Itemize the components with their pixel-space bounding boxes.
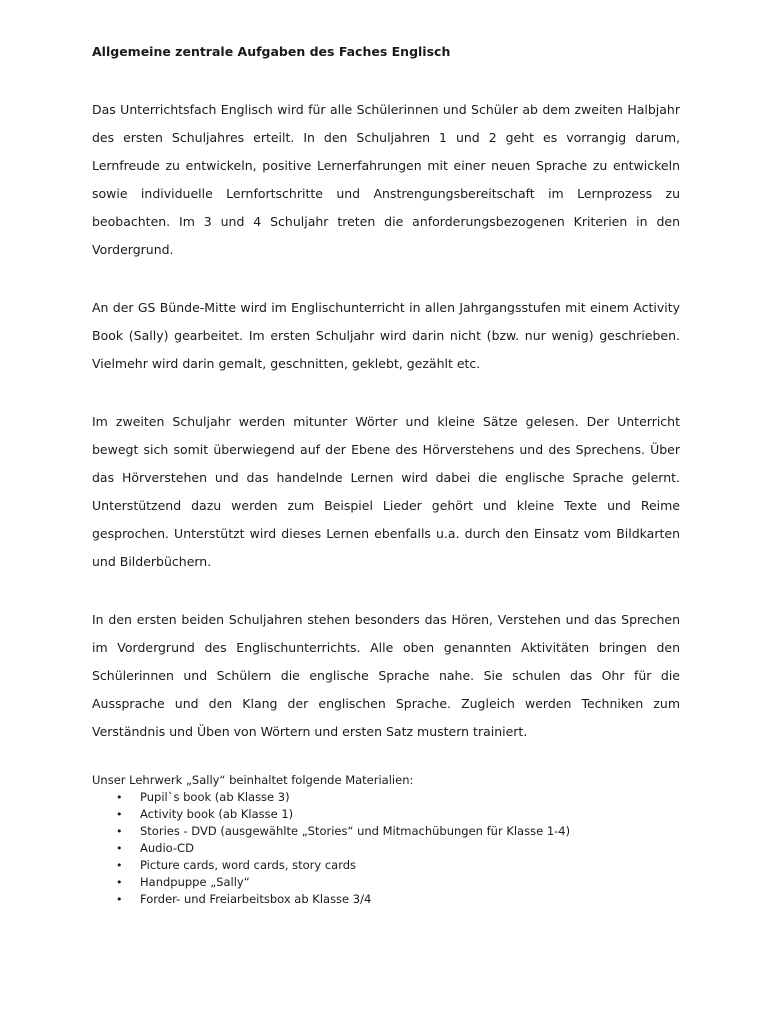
- list-item: [92, 874, 680, 891]
- materials-list: [92, 789, 680, 908]
- bullet-icon: •: [116, 791, 123, 804]
- list-item-text: Audio-CD: [140, 841, 194, 855]
- paragraph-2: An der GS Bünde-Mitte wird im Englischunterricht in allen Jahrgangsstufen mit einem Activity Book (Sally) gearbeitet. Im ersten Schuljahr wird darin nicht (bzw. nur wenig) geschrieben. Vielmehr wird darin gemalt, geschnitten, geklebt, gezählt etc.: [92, 300, 680, 371]
- paragraph-1: Das Unterrichtsfach Englisch wird für alle Schülerinnen und Schüler ab dem zweiten Halbjahr des ersten Schuljahres erteilt. In den Schuljahren 1 und 2 geht es vorrangig darum, Lernfreude zu entwickeln, positive Lernerfahrungen mit einer neuen Sprache zu entwickeln sowie individuelle Lernfortschritte und Anstrengungsbereitschaft im Lernprozess zu beobachten. Im 3 und 4 Schuljahr treten die anforderungsbezogenen Kriterien in den Vordergrund.: [92, 102, 680, 257]
- document-title: Allgemeine zentrale Aufgaben des Faches Englisch: [92, 44, 451, 59]
- paragraph-3: Im zweiten Schuljahr werden mitunter Wörter und kleine Sätze gelesen. Der Unterricht bewegt sich somit überwiegend auf der Ebene des Hörverstehens und des Sprechens. Über das Hörverstehen und das handelnde Lernen wird dabei die englische Sprache gelernt. Unterstützend dazu werden zum Beispiel Lieder gehört und kleine Texte und Reime gesprochen. Unterstützt wird dieses Lernen ebenfalls u.a. durch den Einsatz vom Bildkarten und Bilderbüchern.: [92, 414, 680, 569]
- materials-intro: Unser Lehrwerk „Sally“ beinhaltet folgende Materialien:: [92, 773, 414, 787]
- list-item: [92, 840, 680, 857]
- list-item-text: Forder- und Freiarbeitsbox ab Klasse 3/4: [140, 892, 372, 906]
- bullet-icon: •: [116, 808, 123, 821]
- list-item-text: Stories - DVD (ausgewählte „Stories“ und Mitmachübungen für Klasse 1-4): [140, 824, 571, 838]
- bullet-icon: •: [116, 876, 123, 889]
- paragraph-4: In den ersten beiden Schuljahren stehen besonders das Hören, Verstehen und das Sprechen im Vordergrund des Englischunterrichts. Alle oben genannten Aktivitäten bringen den Schülerinnen und Schülern die englische Sprache nahe. Sie schulen das Ohr für die Aussprache und den Klang der englischen Sprache. Zugleich werden Techniken zum Verständnis und Üben von Wörtern und ersten Satz mustern trainiert.: [92, 612, 680, 739]
- bullet-icon: •: [116, 859, 123, 872]
- list-item-text: Picture cards, word cards, story cards: [140, 858, 357, 872]
- list-item: [92, 789, 680, 806]
- list-item: [92, 891, 680, 908]
- bullet-icon: •: [116, 842, 123, 855]
- list-item: [92, 806, 680, 823]
- bullet-icon: •: [116, 893, 123, 906]
- list-item-text: Handpuppe „Sally“: [140, 875, 250, 889]
- list-item-text: Activity book (ab Klasse 1): [140, 807, 294, 821]
- list-item: [92, 857, 680, 874]
- document-page: [92, 42, 680, 908]
- list-item-text: Pupil`s book (ab Klasse 3): [140, 790, 290, 804]
- bullet-icon: •: [116, 825, 123, 838]
- list-item: [92, 823, 680, 840]
